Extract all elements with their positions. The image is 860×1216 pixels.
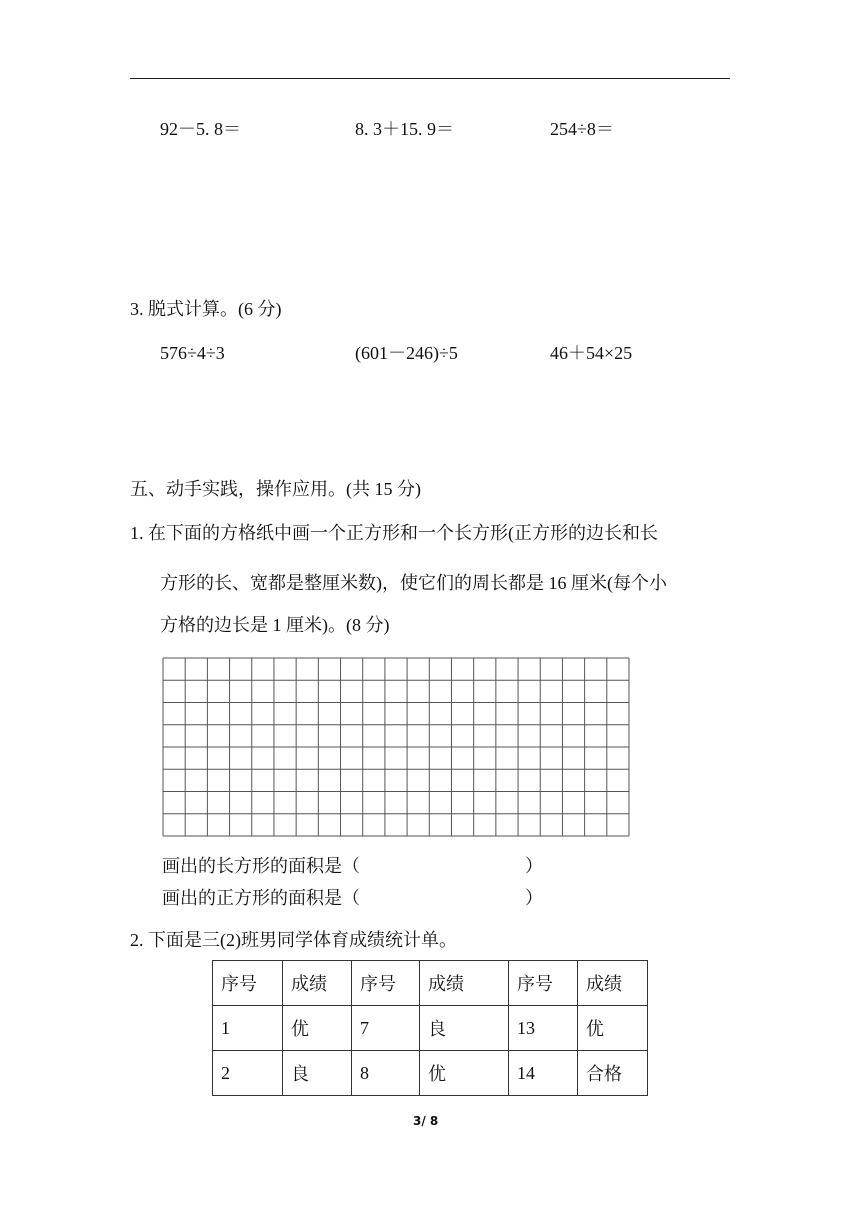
square-area-label: 画出的正方形的面积是（ xyxy=(162,888,360,908)
table-cell: 1 xyxy=(213,1006,283,1051)
rectangle-area-label: 画出的长方形的面积是（ xyxy=(162,856,360,876)
table-row xyxy=(213,1051,648,1096)
table-header-cell: 成绩 xyxy=(283,961,352,1006)
header-rule xyxy=(130,78,730,79)
square-area-answer-field[interactable] xyxy=(382,888,522,910)
q3-title: 3. 脱式计算。(6 分) xyxy=(130,299,282,319)
q3-item-2: (601－246)÷5 xyxy=(355,343,458,363)
table-header-cell: 成绩 xyxy=(420,961,509,1006)
calc-item-2: 8. 3＋15. 9＝ xyxy=(355,119,454,139)
table-cell: 8 xyxy=(352,1051,420,1096)
rectangle-area-answer-field[interactable] xyxy=(382,856,522,878)
q1-line-2: 方形的长、宽都是整厘米数)，使它们的周长都是 16 厘米(每个小 xyxy=(160,573,667,593)
table-cell: 7 xyxy=(352,1006,420,1051)
table-cell: 2 xyxy=(213,1051,283,1096)
page-number: 3/ 8 xyxy=(413,1114,439,1128)
calc-item-3: 254÷8＝ xyxy=(550,119,614,139)
section5-title: 五、动手实践，操作应用。(共 15 分) xyxy=(130,479,421,499)
table-header-cell: 序号 xyxy=(213,961,283,1006)
q3-item-1: 576÷4÷3 xyxy=(160,343,225,363)
q1-line-3: 方格的边长是 1 厘米)。(8 分) xyxy=(160,615,390,635)
table-cell: 良 xyxy=(283,1051,352,1096)
rectangle-area-close: ） xyxy=(525,856,543,876)
table-header-cell: 序号 xyxy=(352,961,420,1006)
table-cell: 13 xyxy=(509,1006,578,1051)
table-cell: 优 xyxy=(578,1006,648,1051)
q1-line-1: 1. 在下面的方格纸中画一个正方形和一个长方形(正方形的边长和长 xyxy=(130,523,658,543)
table-cell: 优 xyxy=(420,1051,509,1096)
table-header-cell: 成绩 xyxy=(578,961,648,1006)
q3-item-3: 46＋54×25 xyxy=(550,343,633,363)
table-cell: 合格 xyxy=(578,1051,648,1096)
table-cell: 优 xyxy=(283,1006,352,1051)
table-header-row xyxy=(213,961,648,1006)
square-area-close: ） xyxy=(525,888,543,908)
table-row xyxy=(213,1006,648,1051)
table-cell: 14 xyxy=(509,1051,578,1096)
score-table xyxy=(212,960,648,1096)
table-header-cell: 序号 xyxy=(509,961,578,1006)
table-cell: 良 xyxy=(420,1006,509,1051)
calc-item-1: 92－5. 8＝ xyxy=(160,119,241,139)
q2-title: 2. 下面是三(2)班男同学体育成绩统计单。 xyxy=(130,930,457,950)
graph-paper-grid[interactable] xyxy=(162,657,630,837)
